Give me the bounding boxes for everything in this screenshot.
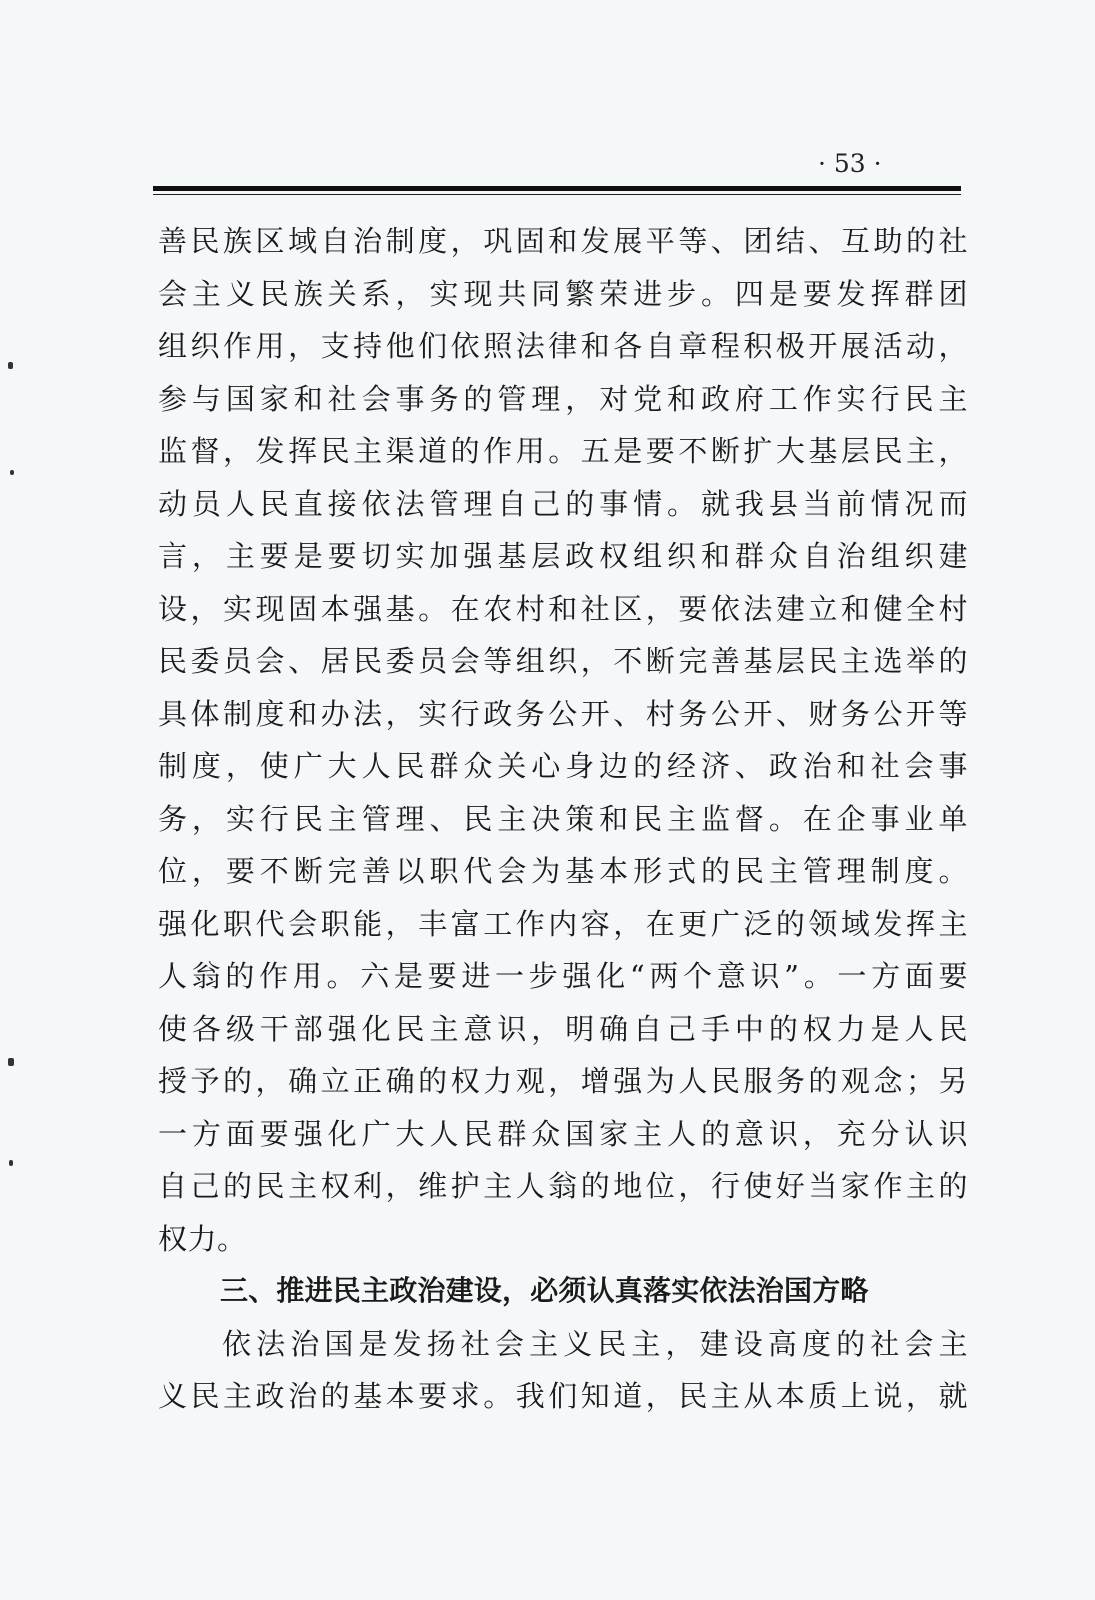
scan-speck	[8, 1058, 14, 1066]
text-line: 会主义民族关系，实现共同繁荣进步。四是要发挥群团	[158, 276, 968, 311]
page-number: · 53 ·	[818, 149, 882, 178]
text-line: 制度，使广大人民群众关心身边的经济、政治和社会事	[158, 749, 968, 783]
text-line: 动员人民直接依法管理自己的事情。就我县当前情况而	[158, 486, 968, 521]
header-rule-thick	[153, 186, 961, 191]
body-text	[158, 215, 968, 1423]
text-line: 权力。	[158, 1221, 247, 1256]
text-line: 设，实现固本强基。在农村和社区，要依法建立和健全村	[158, 591, 968, 626]
text-line: 人翁的作用。六是要进一步强化“两个意识”。一方面要	[158, 959, 968, 993]
scan-speck	[8, 362, 13, 369]
scan-speck	[9, 1160, 13, 1166]
header-rule-thin	[153, 194, 961, 195]
text-line: 义民主政治的基本要求。我们知道，民主从本质上说，就	[158, 1379, 968, 1413]
text-line: 强化职代会职能，丰富工作内容，在更广泛的领域发挥主	[158, 906, 968, 941]
text-line: 言，主要是要切实加强基层政权组织和群众自治组织建	[158, 539, 968, 573]
text-line: 善民族区域自治制度，巩固和发展平等、团结、互助的社	[158, 224, 968, 258]
text-line: 监督，发挥民主渠道的作用。五是要不断扩大基层民主，	[158, 434, 968, 468]
text-line: 授予的，确立正确的权力观，增强为人民服务的观念；另	[158, 1064, 968, 1098]
text-line: 一方面要强化广大人民群众国家主人的意识，充分认识	[158, 1116, 968, 1151]
text-line: 依法治国是发扬社会主义民主，建设高度的社会主	[222, 1326, 968, 1361]
text-line: 使各级干部强化民主意识，明确自己手中的权力是人民	[158, 1011, 968, 1046]
text-line: 位，要不断完善以职代会为基本形式的民主管理制度。	[158, 854, 968, 888]
text-line: 具体制度和办法，实行政务公开、村务公开、财务公开等	[158, 696, 968, 731]
text-line: 组织作用，支持他们依照法律和各自章程积极开展活动，	[158, 329, 968, 363]
text-line: 民委员会、居民委员会等组织，不断完善基层民主选举的	[158, 644, 968, 678]
text-line: 自己的民主权利，维护主人翁的地位，行使好当家作主的	[158, 1169, 968, 1203]
text-line: 参与国家和社会事务的管理，对党和政府工作实行民主	[158, 381, 968, 416]
scan-speck	[10, 470, 14, 475]
text-line: 务，实行民主管理、民主决策和民主监督。在企事业单	[158, 801, 968, 836]
section-heading: 三、推进民主政治建设，必须认真落实依法治国方略	[220, 1274, 869, 1307]
